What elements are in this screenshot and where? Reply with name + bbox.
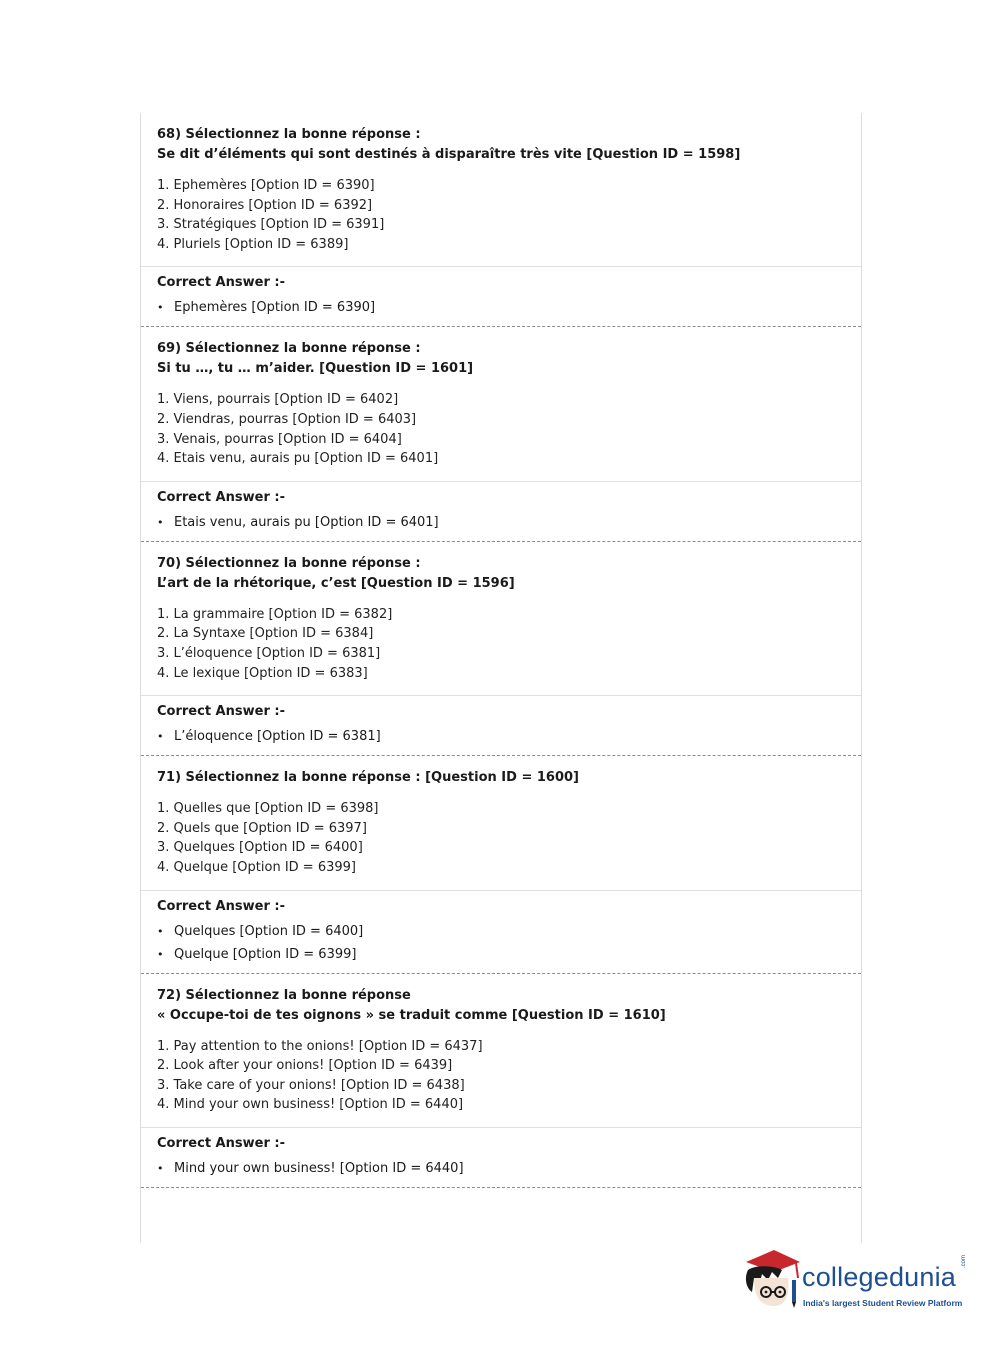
option-item: 4. Pluriels [Option ID = 6389] [157,236,349,252]
question-block [141,327,861,541]
option-item: 3. Stratégiques [Option ID = 6391] [157,217,385,233]
option-item: 1. Quelles que [Option ID = 6398] [157,801,379,817]
options-list [141,165,861,266]
question-line: « Occupe-toi de tes oignons » se traduit comme [Question ID = 1610] [157,1007,666,1023]
option-item: 2. Honoraires [Option ID = 6392] [157,197,373,213]
options-list [141,379,861,480]
options-list [141,788,861,889]
correct-answer-label: Correct Answer :- [157,1135,285,1151]
question-text [141,542,861,594]
option-item: 4. Etais venu, aurais pu [Option ID = 6401] [157,451,439,467]
option-item: 3. Venais, pourras [Option ID = 6404] [157,431,402,447]
option-item: 4. Mind your own business! [Option ID = 6440] [157,1097,464,1113]
correct-answer-section [141,267,861,326]
question-sheet [140,113,862,1243]
question-block [141,756,861,973]
correct-answer-text: L’éloquence [Option ID = 6381] [174,729,381,745]
bullet-icon: • [157,924,164,938]
correct-answer-section [141,482,861,541]
option-item: 1. Viens, pourrais [Option ID = 6402] [157,392,399,408]
brand-tagline: India's largest Student Review Platform [803,1298,963,1308]
brand-name: collegedunia [802,1262,957,1292]
option-item: 2. Quels que [Option ID = 6397] [157,820,367,836]
question-line: 68) Sélectionnez la bonne réponse : [157,127,421,142]
correct-answer-text: Etais venu, aurais pu [Option ID = 6401] [174,514,439,530]
correct-answer-item [157,943,845,966]
question-line: L’art de la rhétorique, c’est [Question ID = 1596] [157,575,515,591]
question-block [141,542,861,756]
correct-answer-section [141,891,861,973]
question-block [141,113,861,327]
correct-answer-text: Quelques [Option ID = 6400] [174,923,364,939]
option-item: 3. Quelques [Option ID = 6400] [157,840,363,856]
correct-answer-section [141,696,861,755]
mascot-icon [740,1248,804,1310]
question-text [141,756,861,788]
question-line: 72) Sélectionnez la bonne réponse [157,987,411,1003]
question-text [141,974,861,1026]
question-text [141,113,861,165]
options-list [141,594,861,695]
question-block [141,974,861,1188]
option-item: 3. L’éloquence [Option ID = 6381] [157,645,381,661]
correct-answer-label: Correct Answer :- [157,704,285,720]
option-item: 2. Look after your onions! [Option ID = 6439] [157,1058,453,1074]
correct-answer-label: Correct Answer :- [157,489,285,505]
question-line: 69) Sélectionnez la bonne réponse : [157,341,421,357]
question-line: Se dit d’éléments qui sont destinés à disparaître très vite [Question ID = 1598] [157,147,741,162]
option-item: 1. Ephemères [Option ID = 6390] [157,178,375,193]
bullet-icon: • [157,947,164,961]
correct-answer-text: Quelque [Option ID = 6399] [174,946,357,962]
question-text [141,327,861,379]
correct-answer-text: Mind your own business! [Option ID = 6440] [174,1160,464,1176]
option-item: 1. La grammaire [Option ID = 6382] [157,606,393,622]
option-item: 2. La Syntaxe [Option ID = 6384] [157,626,374,642]
bullet-icon: • [157,1161,164,1175]
correct-answer-item [157,920,845,943]
correct-answer-item [157,511,845,534]
correct-answer-item [157,1157,845,1180]
question-separator [141,1187,861,1188]
question-line: 71) Sélectionnez la bonne réponse : [Question ID = 1600] [157,770,579,786]
collegedunia-logo [740,1248,970,1318]
correct-answer-label: Correct Answer :- [157,898,285,914]
options-list [141,1026,861,1127]
option-item: 2. Viendras, pourras [Option ID = 6403] [157,411,417,427]
bullet-icon: • [157,730,164,744]
option-item: 3. Take care of your onions! [Option ID = 6438] [157,1077,465,1093]
bullet-icon: • [157,301,164,315]
correct-answer-label: Correct Answer :- [157,275,285,291]
question-line: Si tu …, tu … m’aider. [Question ID = 1601] [157,361,474,377]
question-line: 70) Sélectionnez la bonne réponse : [157,555,421,571]
option-item: 4. Quelque [Option ID = 6399] [157,859,356,875]
option-item: 4. Le lexique [Option ID = 6383] [157,665,368,681]
correct-answer-text: Ephemères [Option ID = 6390] [174,300,376,316]
bullet-icon: • [157,515,164,529]
correct-answer-item [157,725,845,748]
correct-answer-section [141,1128,861,1187]
option-item: 1. Pay attention to the onions! [Option ID = 6437] [157,1038,483,1054]
correct-answer-item [157,296,845,319]
brand-suffix: .com [961,1254,967,1268]
